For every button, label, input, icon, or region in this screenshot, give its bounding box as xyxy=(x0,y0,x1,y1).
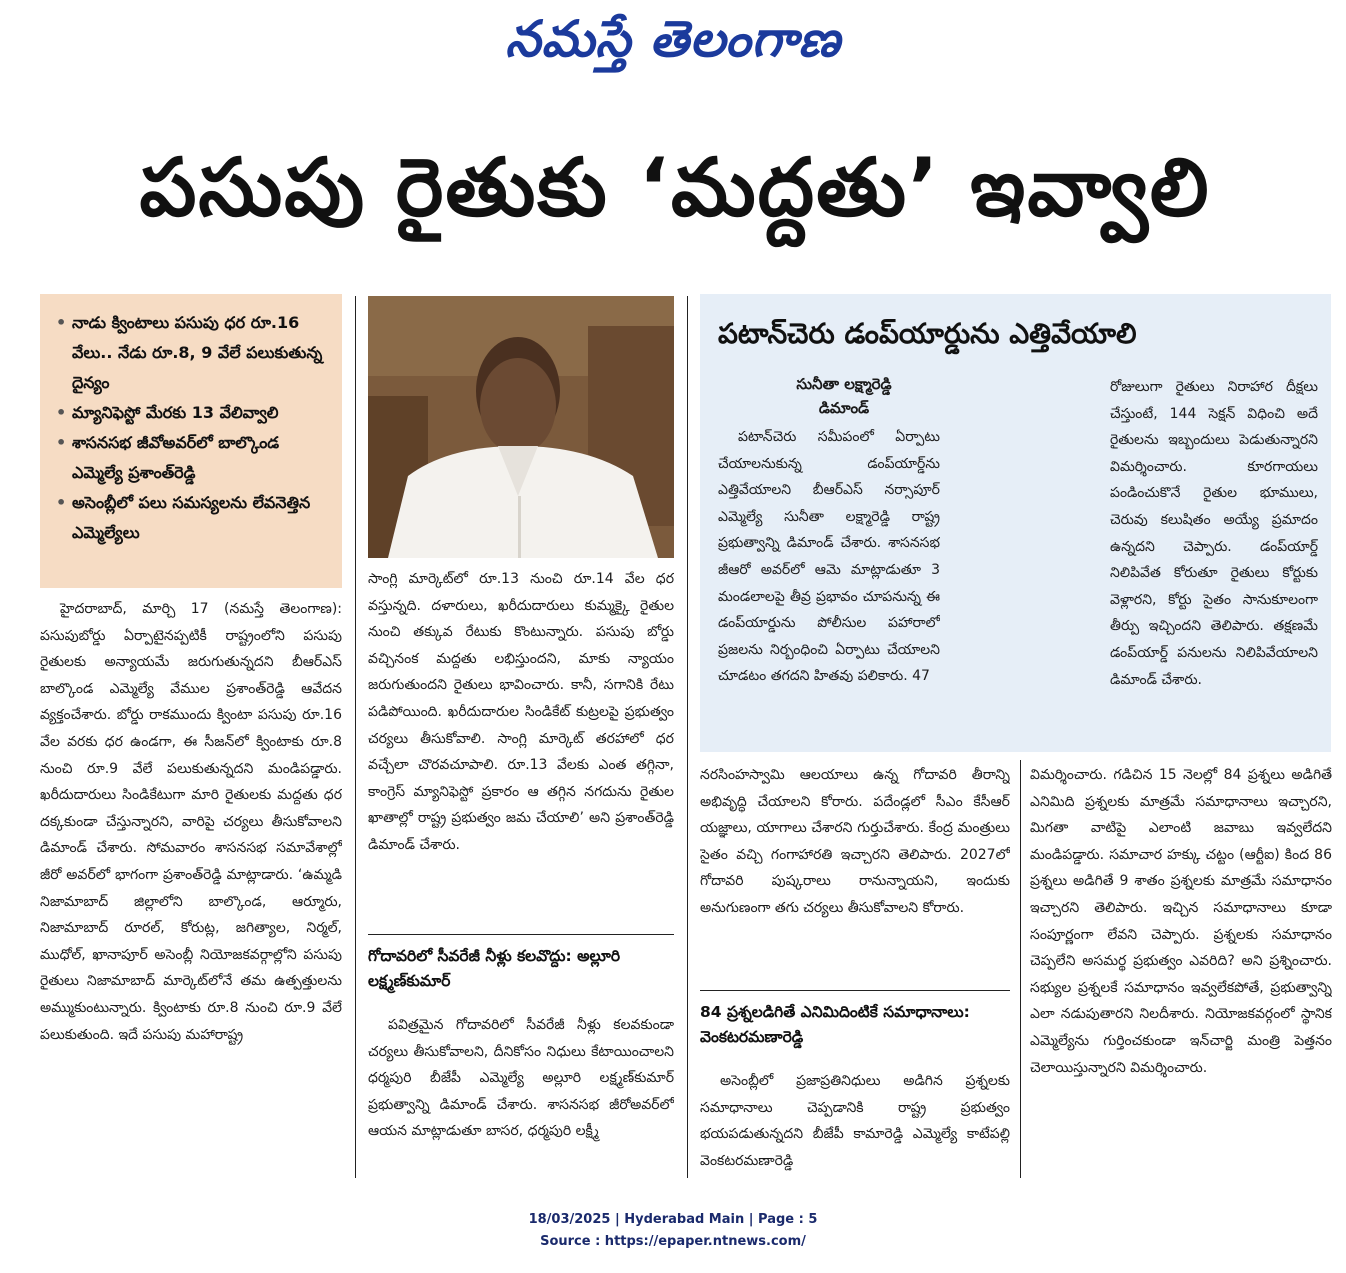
patancheru-subhead xyxy=(754,372,934,420)
highlight-item: • నాడు క్వింటాలు పసుపు ధర రూ.16 వేలు.. నేడు రూ.8, 9 వేలే పలుకుతున్న దైన్యం xyxy=(52,308,332,398)
questions-column-3 xyxy=(700,1068,1010,1178)
highlight-item: • శాసనసభ జీవోఅవర్‌లో బాల్కొండ ఎమ్మెల్యే ప్రశాంత్‌రెడ్డి xyxy=(52,428,332,488)
questions-subhead xyxy=(700,1000,1010,1050)
column-divider xyxy=(1020,760,1021,1178)
subhead-line: సునీతా లక్ష్మారెడ్డి xyxy=(796,375,892,393)
article-text: సాంగ్లి మార్కెట్‌లో రూ.13 నుంచి రూ.14 వేల ధర వస్తున్నది. దళారులు, ఖరీదుదారులు కుమ్మక్కై రైతుల నుంచి తక్కువ రేటుకు కొంటున్నారు. పసుపు బోర్డు వచ్చినంక మద్దతు లభిస్తుందని, మాకు న్యాయం జరుగుతుందని రైతులు భావించారు. కానీ, సగానికి రేటు పడిపోయింది. ఖరీదుదారుల సిండికేట్ కుట్రలపై ప్రభుత్వం చర్యలు తీసుకోవాలి. సాంగ్లి మార్కెట్ తరహాలో ధర వచ్చేలా చొరవచూపాలి. రూ.13 వేలకు ఎంత తగ్గినా, కాంగ్రెస్ మ్యానిఫెస్టో ప్రకారం ఆ తగ్గిన నగదును రైతుల ఖాతాల్లో రాష్ట్ర ప్రభుత్వం జమ చేయాలి’ అని ప్రశాంత్‌రెడ్డి డిమాండ్ చేశారు. xyxy=(368,571,674,853)
article-text: పటాన్‌చెరు సమీపంలో ఏర్పాటు చేయాలనుకున్న డంప్‌యార్డ్‌ను ఎత్తివేయాలని బీఆర్‌ఎస్ నర్సాపూర్ ఎమ్మెల్యే సునీతా లక్ష్మారెడ్డి రాష్ట్ర ప్రభుత్వాన్ని డిమాండ్ చేశారు. శాసనసభ జీఆరో అవర్‌లో ఆమె మాట్లాడుతూ 3 మండలాలపై తీవ్ర ప్రభావం చూపనున్న ఈ డంప్‌యార్డును పోలీసుల పహారాలో ప్రజలను నిర్బంధించి ఏర్పాటు చేయాలని చూడటం తగదని హితవు పలికారు. 47 xyxy=(718,429,940,685)
subhead-line: డిమాండ్ xyxy=(818,399,870,417)
masthead-logo: నమస్తే తెలంగాణ xyxy=(505,9,841,68)
highlight-item: • అసెంబ్లీలో పలు సమస్యలను లేవనెత్తిన ఎమ్మెల్యేలు xyxy=(52,488,332,548)
section-divider xyxy=(368,934,674,935)
article-text: పవిత్రమైన గోదావరిలో సీవరేజీ నీళ్లు కలవకుండా చర్యలు తీసుకోవాలని, దీనికోసం నిధులు కేటాయించాలని ధర్మపురి బీజేపీ ఎమ్మెల్యే అల్లూరి లక్ష్మణ్‌కుమార్ ప్రభుత్వాన్ని డిమాండ్ చేశారు. శాసనసభ జీరోఅవర్‌లో ఆయన మాట్లాడుతూ బాసర, ధర్మపురి లక్ష్మీ xyxy=(368,1017,674,1140)
column-divider xyxy=(355,296,356,1178)
prashanth-reddy-photo xyxy=(368,296,674,558)
patancheru-column-right xyxy=(1110,374,1318,746)
godavari-heading: గోదావరిలో సీవరేజీ నీళ్లు కలవొద్దు: అల్లూరి లక్ష్మణ్‌కుమార్ xyxy=(368,947,621,990)
article-text: నరసింహస్వామి ఆలయాలు ఉన్న గోదావరి తీరాన్ని అభివృద్ధి చేయాలని కోరారు. పదేండ్లలో సీఎం కేసీఆర్ యజ్ఞాలు, యాగాలు చేశారని గుర్తుచేశారు. కేంద్ర మంత్రులు సైతం వచ్చి గంగాహారతి ఇచ్చారని తెలిపారు. 2027లో గోదావరి పుష్కరాలు రానున్నాయని, ఇందుకు అనుగుణంగా తగు చర్యలు తీసుకోవాలని కోరారు. xyxy=(700,767,1010,916)
highlight-item: • మ్యానిఫెస్టో మేరకు 13 వేలివ్వాలి xyxy=(52,398,332,428)
article-text: రోజులుగా రైతులు నిరాహార దీక్షలు చేస్తుంటే, 144 సెక్షన్ విధించి అదే రైతులను ఇబ్బందులు పెడుతున్నారని విమర్శించారు. కూరగాయలు పండించుకొనే రైతుల భూములు, చెరువు కలుషితం అయ్యే ప్రమాదం ఉన్నదని చెప్పారు. డంప్‌యార్డ్ నిలిపివేత కోరుతూ రైతులు కోర్టుకు వెళ్లారని, కోర్టు సైతం సానుకూలంగా తీర్పు ఇచ్చిందని తెలిపారు. తక్షణమే డంప్‌యార్డ్ పనులను నిలిపివేయాలని డిమాండ్ చేశారు. xyxy=(1110,379,1318,688)
column-divider xyxy=(687,296,688,1178)
questions-heading: 84 ప్రశ్నలడిగితే ఎనిమిదింటికే సమాధానాలు: వెంకటరమణారెడ్డి xyxy=(700,1003,970,1046)
main-headline: పసుపు రైతుకు ‘మద్దతు’ ఇవ్వాలి xyxy=(139,141,1211,234)
article-column-2 xyxy=(368,566,674,926)
godavari-column-3 xyxy=(700,762,1010,976)
questions-column-4 xyxy=(1030,762,1332,1178)
patancheru-headline: పటాన్‌చెరు డంప్‌యార్డును ఎత్తివేయాలి xyxy=(718,317,1137,350)
article-column-1 xyxy=(40,596,342,1176)
footer-source-line: Source : https://epaper.ntnews.com/ xyxy=(540,1234,806,1249)
article-text: అసెంబ్లీలో ప్రజాప్రతినిధులు అడిగిన ప్రశ్నలకు సమాధానాలు చెప్పడానికి రాష్ట్ర ప్రభుత్వం భయపడుతున్నదని బీజేపీ కామారెడ్డి ఎమ్మెల్యే కాటేపల్లి వెంకటరమణారెడ్డి xyxy=(700,1073,1010,1169)
article-text: విమర్శించారు. గడిచిన 15 నెలల్లో 84 ప్రశ్నలు అడిగితే ఎనిమిది ప్రశ్నలకు మాత్రమే సమాధానాలు ఇచ్చారని, మిగతా వాటిపై ఎలాంటి జవాబు ఇవ్వలేదని మండిపడ్డారు. సమాచార హక్కు చట్టం (ఆర్టీఐ) కింద 86 ప్రశ్నలు అడిగితే 9 శాతం ప్రశ్నలకు మాత్రమే సమాధానం ఇచ్చారని తెలిపారు. ఇచ్చిన సమాధానాలు కూడా సంపూర్ణంగా లేవని చెప్పారు. ప్రశ్నలకు సమాధానం చెప్పలేని అసమర్థ ప్రభుత్వం ఎవరిది? అని ప్రశ్నించారు. సభ్యుల ప్రశ్నలకే సమాధానం ఇవ్వలేకపోతే, ప్రభుత్వాన్ని ఎలా నడుపుతారని నిలదీశారు. నియోజకవర్గంలో స్థానిక ఎమ్మెల్యేను గుర్తించకుండా ఇన్‌చార్జి మంత్రి పెత్తనం చెలాయిస్తున్నారని విమర్శించారు. xyxy=(1030,767,1332,1076)
patancheru-column-left xyxy=(718,424,940,742)
godavari-column-2 xyxy=(368,1012,674,1178)
footer-date-line: 18/03/2025 | Hyderabad Main | Page : 5 xyxy=(528,1212,818,1227)
highlights-box xyxy=(40,294,342,588)
article-text: హైదరాబాద్, మార్చి 17 (నమస్తే తెలంగాణ): పసుపుబోర్డు ఏర్పాటైనప్పటికీ రాష్ట్రంలోని పసుపు రైతులకు అన్యాయమే జరుగుతున్నదని బీఆర్‌ఎస్ బాల్కొండ ఎమ్మెల్యే వేముల ప్రశాంత్‌రెడ్డి ఆవేదన వ్యక్తంచేశారు. బోర్డు రాకముందు క్వింటా పసుపు రూ.16 వేల వరకు ధర ఉండగా, ఈ సీజన్‌లో క్వింటాకు రూ.8 నుంచి రూ.9 వేలే పలుకుతున్నదని మండిపడ్డారు. ఖరీదుదారులు సిండికేటుగా మారి రైతులకు మద్దతు ధర దక్కకుండా చేస్తున్నారని, వారిపై చర్యలు తీసుకోవాలని డిమాండ్ చేశారు. సోమవారం శాసనసభ సమావేశాల్లో జీరో అవర్‌లో భాగంగా ప్రశాంత్‌రెడ్డి మాట్లాడారు. ‘ఉమ్మడి నిజామాబాద్ జిల్లాలోని బాల్కొండ, ఆర్మూరు, నిజామాబాద్ రూరల్, కోరుట్ల, జగిత్యాల, నిర్మల్, ముధోల్, ఖానాపూర్ అసెంబ్లీ నియోజకవర్గాల్లోని పసుపు రైతులు నిజామాబాద్ మార్కెట్‌లోనే తమ ఉత్పత్తులను అమ్ముకుంటున్నారు. క్వింటాకు రూ.8 నుంచి రూ.9 వేలే పలుకుతుంది. ఇదే పసుపు మహారాష్ట్ర xyxy=(40,601,342,1043)
section-divider xyxy=(700,990,1010,991)
godavari-subhead xyxy=(368,944,674,994)
